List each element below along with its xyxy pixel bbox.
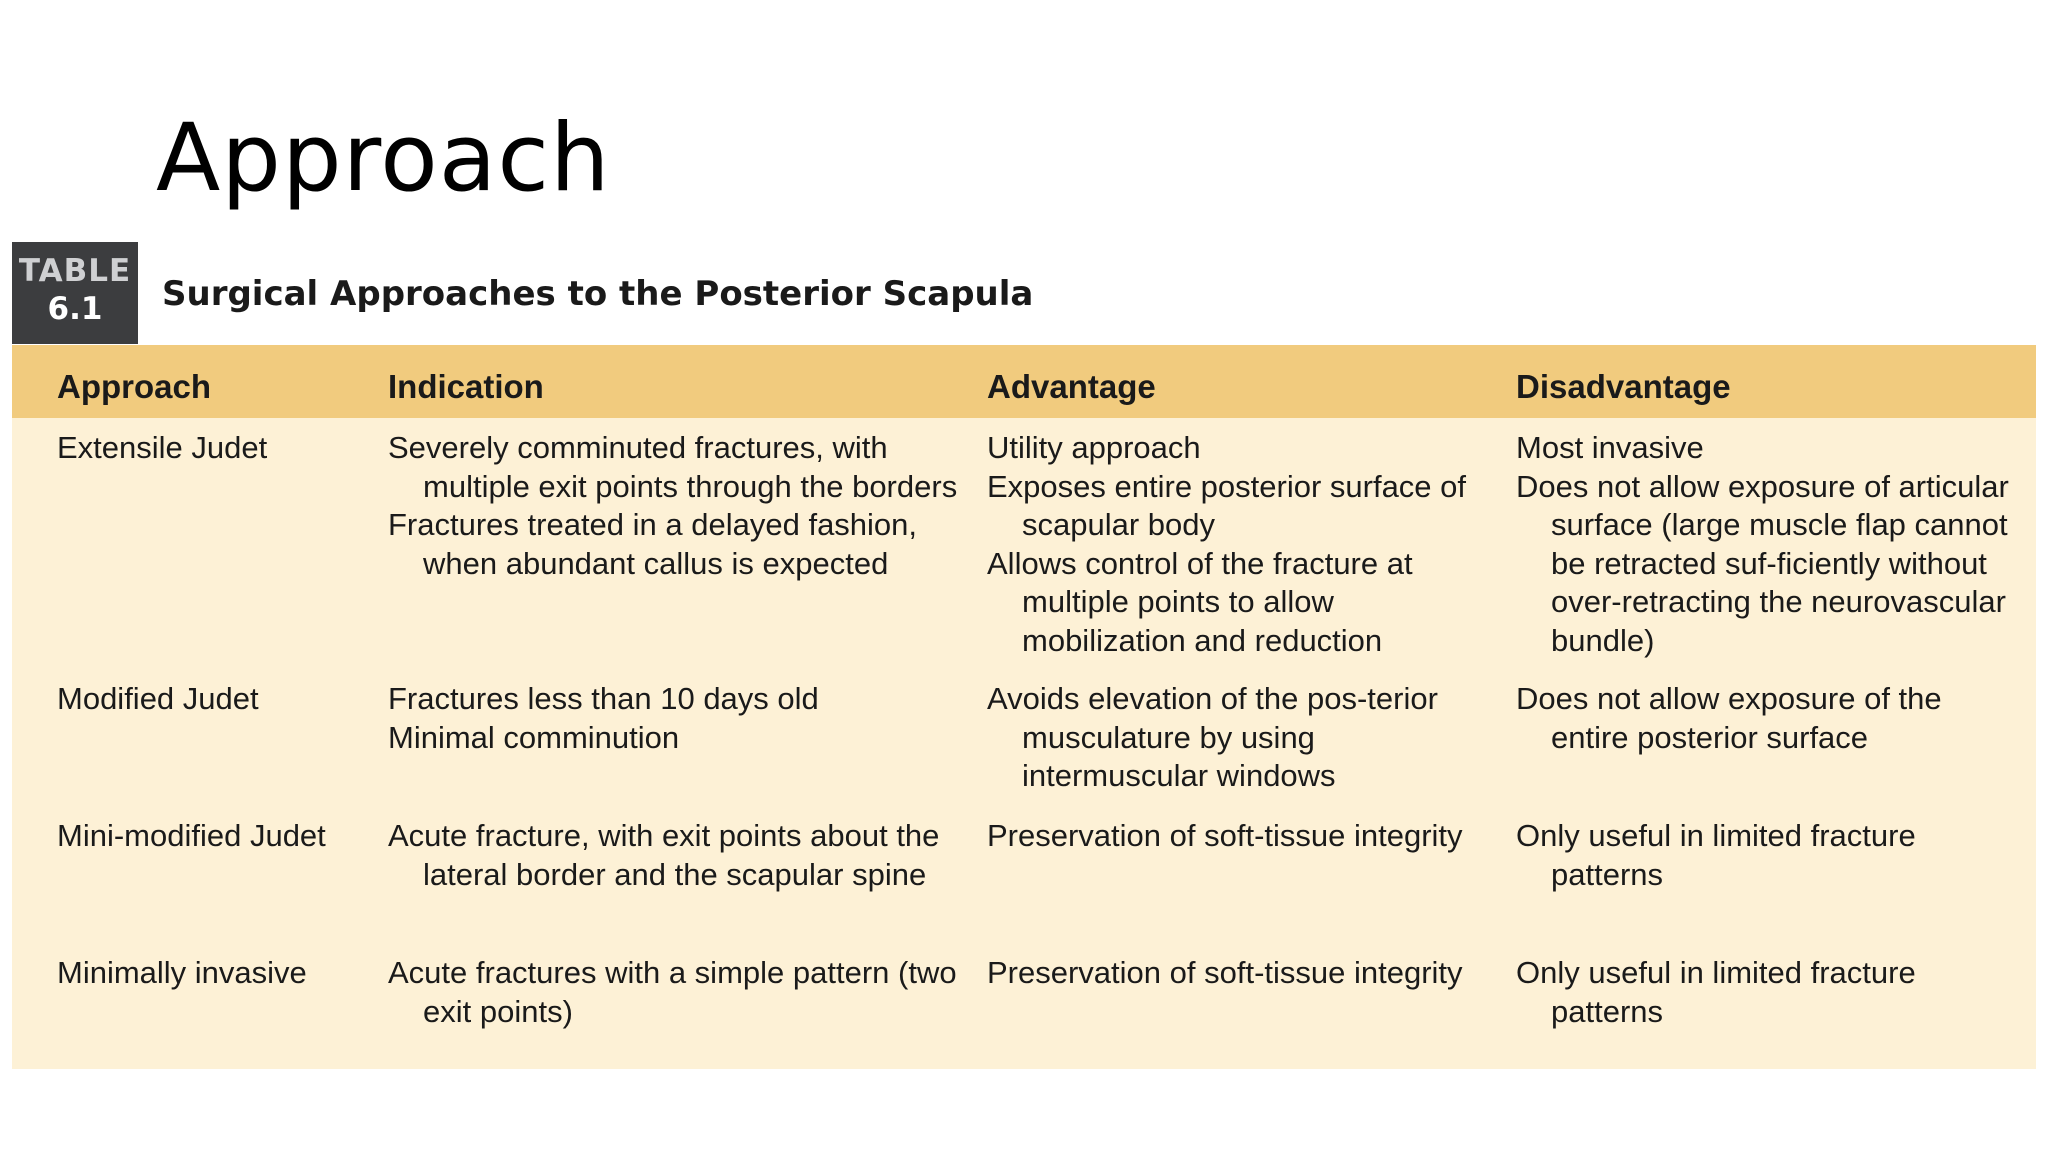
approach-cell bbox=[57, 817, 357, 856]
advantage-cell bbox=[987, 680, 1497, 796]
approach-cell bbox=[57, 954, 357, 993]
disadvantage-entry: Most invasive bbox=[1516, 430, 1704, 465]
header-advantage: Advantage bbox=[987, 368, 1156, 405]
approach-cell bbox=[57, 680, 357, 719]
advantage-cell bbox=[987, 817, 1497, 856]
indication-entry: Acute fractures with a simple pattern (two exit points) bbox=[388, 955, 957, 1029]
disadvantage-entry: Does not allow exposure of the entire posterior surface bbox=[1516, 681, 1942, 755]
table-caption: Surgical Approaches to the Posterior Scapula bbox=[162, 274, 1034, 314]
indication-entry: Acute fracture, with exit points about the lateral border and the scapular spine bbox=[388, 818, 940, 892]
indication-entry: Fractures less than 10 days old bbox=[388, 681, 819, 716]
disadvantage-cell bbox=[1516, 954, 2016, 1031]
advantage-entry: Preservation of soft-tissue integrity bbox=[987, 955, 1463, 990]
approach-name: Mini-modified Judet bbox=[57, 818, 326, 853]
disadvantage-cell bbox=[1516, 817, 2016, 894]
disadvantage-entry: Does not allow exposure of articular surface (large muscle flap cannot be retracted suf-ficiently without over-retracting the neurovascular bundle) bbox=[1516, 468, 2009, 658]
disadvantage-cell bbox=[1516, 680, 2016, 757]
header-approach: Approach bbox=[57, 368, 212, 405]
advantage-cell bbox=[987, 429, 1497, 660]
advantage-entry: Utility approach bbox=[987, 430, 1201, 465]
approach-name: Minimally invasive bbox=[57, 955, 307, 990]
disadvantage-cell bbox=[1516, 429, 2016, 660]
table-number-badge bbox=[12, 242, 138, 344]
advantage-entry: Preservation of soft-tissue integrity bbox=[987, 818, 1463, 853]
table-label-number: 6.1 bbox=[47, 291, 103, 327]
header-disadvantage: Disadvantage bbox=[1516, 368, 1731, 405]
slide-title: Approach bbox=[156, 104, 611, 213]
advantage-cell bbox=[987, 954, 1497, 993]
approaches-table bbox=[12, 345, 2036, 1069]
header-indication: Indication bbox=[388, 368, 544, 405]
advantage-entry: Avoids elevation of the pos-terior musculature by using intermuscular windows bbox=[987, 681, 1438, 793]
advantage-entry: Allows control of the fracture at multiple points to allow mobilization and reduction bbox=[987, 545, 1413, 658]
indication-cell bbox=[388, 680, 958, 757]
table-header-row bbox=[12, 345, 2036, 418]
approach-cell bbox=[57, 429, 357, 468]
table-label-word: TABLE bbox=[18, 253, 132, 289]
disadvantage-entry: Only useful in limited fracture patterns bbox=[1516, 955, 1916, 1029]
indication-cell bbox=[388, 817, 958, 894]
indication-entry: Severely comminuted fractures, with multiple exit points through the borders bbox=[388, 430, 958, 504]
indication-cell bbox=[388, 954, 958, 1031]
indication-entry: Minimal comminution bbox=[388, 719, 680, 755]
approach-name: Modified Judet bbox=[57, 681, 259, 716]
indication-cell bbox=[388, 429, 958, 583]
indication-entry: Fractures treated in a delayed fashion, when abundant callus is expected bbox=[388, 507, 918, 581]
disadvantage-entry: Only useful in limited fracture patterns bbox=[1516, 818, 1916, 892]
advantage-entry: Exposes entire posterior surface of scapular body bbox=[987, 468, 1467, 542]
approach-name: Extensile Judet bbox=[57, 430, 268, 465]
